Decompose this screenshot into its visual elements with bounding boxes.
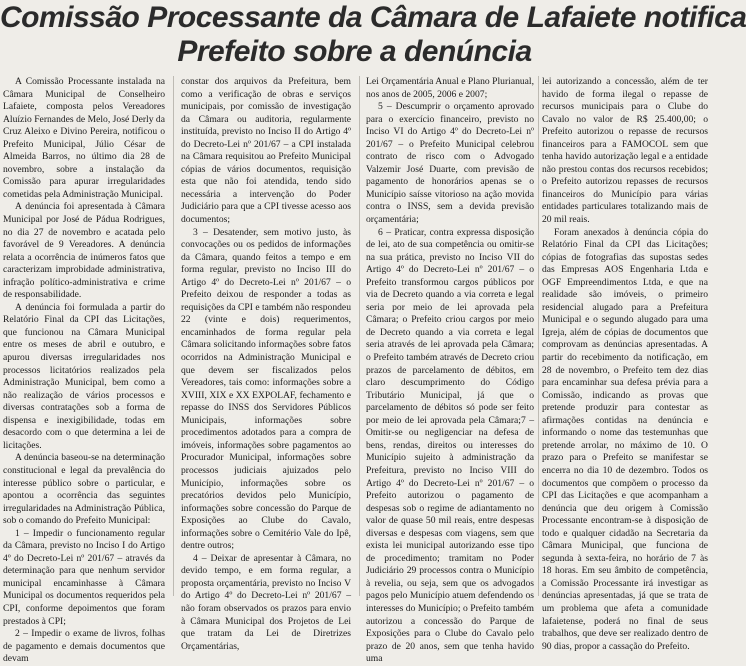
- paragraph: constar dos arquivos da Prefeitura, bem como a verificação de obras e serviços municipais, por comissão de investigação da Câmara ou auditoria, regularmente instituída, previsto no Inciso II do Artigo 4º do Decreto-Lei nº 201/67 – a CPI instalada na Câmara requisitou ao Prefeito Municipal cópias de vários documentos, requisição esta que não foi atendida, tendo sido necessária a intervenção do Poder Judiciário para que a CPI tivesse acesso aos documentos;: [181, 76, 351, 226]
- paragraph: 3 – Desatender, sem motivo justo, às convocações ou os pedidos de informações da Câmara, quando feitos a tempo e em forma regular, previsto no Inciso III do Artigo 4º do Decreto-Lei nº 201/67 – o Prefeito deixou de responder a todas as requisições da CPI e também não respondeu 22 (vinte e dois) requerimentos, encaminhados de forma regular pela Câmara solicitando informações sobre fatos ocorridos na Administração Municipal e que devem ser fiscalizados pelos Vereadores, tais como: informações sobre a XVIII, XIX e XX EXPOLAF, fechamento e repasse do INSS dos Servidores Públicos Municipais, informações sobre procedimentos adotados para a compra de imóveis, informações sobre pagamentos ao Procurador Municipal, informações sobre processos judiciais ajuizados pelo Município, informações sobre os precatórios devidos pelo Município, informações sobre concessão do Parque de Exposições ao Clube do Cavalo, informações sobre o Cemitério Vale do Ipê, dentre outros;: [181, 226, 351, 552]
- paragraph: 1 – Impedir o funcionamento regular da Câmara, previsto no Inciso I do Artigo 4º do Decreto-Lei nº 201/67 – através da determinação para que nenhum servidor municipal encaminhasse à Câmara Municipal os documentos requeridos pela CPI, conforme depoimentos que foram prestados à CPI;: [3, 527, 165, 627]
- paragraph: 4 – Deixar de apresentar à Câmara, no devido tempo, e em forma regular, a proposta orçamentária, previsto no Inciso V do Artigo 4º do Decreto-Lei nº 201/67 – não foram observados os prazos para envio à Câmara Municipal dos Projetos de Lei que tratam da Lei de Diretrizes Orçamentárias,: [181, 552, 351, 652]
- paragraph: A denúncia baseou-se na determinação constitucional e legal da prevalência do interesse público sobre o particular, e apontou a ocorrência das seguintes irregularidades na Administração Pública, sob o comando do Prefeito Municipal:: [3, 452, 165, 527]
- paragraph: A denúncia foi formulada a partir do Relatório Final da CPI das Licitações, que funcionou na Câmara Municipal entre os meses de abril e outubro, e apurou diversas irregularidades nos processos licitatórios realizados pela Administração Municipal, bem como a não realização de vários processos e diversas contratações sob a forma de dispensa e inexigibilidade, todas em desacordo com o que determina a lei de licitações.: [3, 301, 165, 451]
- paragraph: 2 – Impedir o exame de livros, folhas de pagamento e demais documentos que devam: [3, 628, 165, 665]
- headline: [0, 0, 746, 70]
- paragraph: A denúncia foi apresentada à Câmara Municipal por José de Pádua Rodrigues, no dia 27 de novembro e acatada pelo favorável de 9 Vereadores. A denúncia relata a ocorrência de inúmeros fatos que caracterizam improbidade administrativa, infração político-administrativa e crime de responsabilidade.: [3, 201, 165, 301]
- column-divider: [173, 76, 174, 596]
- article-column-3: [366, 76, 534, 665]
- headline-line-2: Prefeito sobre a denúncia: [177, 35, 532, 68]
- paragraph: 5 – Descumprir o orçamento aprovado para o exercício financeiro, previsto no Inciso VI do Artigo 4º do Decreto-Lei nº 201/67 – o Prefeito Municipal celebrou contrato de risco com o Advogado Valzemir José Duarte, com previsão de pagamento de honorários apenas se o Município saísse vitorioso na ação movida contra o INSS, sem a devida previsão orçamentária;: [366, 101, 534, 226]
- paragraph: Lei Orçamentária Anual e Plano Plurianual, nos anos de 2005, 2006 e 2007;: [366, 76, 534, 100]
- headline-line-1: Comissão Processante da Câmara de Lafaiete notifica: [0, 1, 746, 34]
- paragraph: 6 – Praticar, contra expressa disposição de lei, ato de sua competência ou omitir-se na sua prática, previsto no Inciso VII do Artigo 4º do Decreto-Lei nº 201/67 – o Prefeito transformou cargos públicos por via de Decreto quando a via correta e legal seria por meio de lei aprovada pela Câmara; o Prefeito criou cargos por meio de Decreto quando a via correta e legal seria através de lei aprovada pela Câmara; o Prefeito também através de Decreto criou prazos de parcelamento de débitos, em claro descumprimento do Código Tributário Municipal, já que o parcelamento de débitos só pode ser feito por meio de lei aprovada pela Câmara;7 – Omitir-se ou negligenciar na defesa de bens, rendas, direitos ou interesses do Município sujeito à administração da Prefeitura, previsto no Inciso VIII do Artigo 4º do Decreto-Lei nº 201/67 – o Prefeito autorizou o pagamento de despesas sob o regime de adiantamento no valor de quase 50 mil reais, entre despesas diversas e despesas com viagens, sem que exista lei municipal autorizando esse tipo de procedimento; tramitam no Poder Judiciário 29 processos contra o Município à revelia, ou seja, sem que os advogados pagos pelo Município atuem defendendo os interesses do Município; o Prefeito também autorizou a concessão do Parque de Exposições para o Clube do Cavalo pelo prazo de 20 anos, sem que tenha havido uma: [366, 226, 534, 665]
- article-column-2: [181, 76, 351, 652]
- paragraph: lei autorizando a concessão, além de ter havido de forma ilegal o repasse de recursos municipais para o Clube do Cavalo no valor de R$ 25.400,00; o Prefeito autorizou o repasse de recursos financeiros para a FAMOCOL sem que tenha havido autorização legal e a entidade não prestou contas dos recursos recebidos; o Prefeito autorizou repasses de recursos financeiros do Município para várias entidades particulares totalizando mais de 20 mil reais.: [542, 76, 708, 226]
- paragraph: Foram anexados à denúncia cópia do Relatório Final da CPI das Licitações; cópias de fotografias das supostas sedes das Empresas AOS Engenharia Ltda e OGF Empreendimentos Ltda, e que na realidade são imóveis, o primeiro residencial alugado para a Prefeitura Municipal e o segundo alugado para uma Igreja, além de cópias de documentos que comprovam as denúncias apresentadas. A partir do recebimento da notificação, em 28 de novembro, o Prefeito tem dez dias para encaminhar sua defesa prévia para a Comissão, indicando as provas que pretende produzir para contestar as afirmações contidas na denúncia e informando o nome das testemunhas que pretende arrolar, no máximo de 10. O prazo para o Prefeito se manifestar se encerra no dia 10 de dezembro. Todos os documentos que compõem o processo da CPI das Licitações e que acompanham a denúncia que deu origem à Comissão Processante encontram-se à disposição de todo e qualquer cidadão na Secretaria da Câmara Municipal, que funciona de segunda à sexta-feira, no horário de 7 às 18 horas. Em seu âmbito de competência, a Comissão Processante irá investigar as denúncias apresentadas, já que se trata de um problema que afeta a comunidade lafaietense, poderá no final de seus trabalhos, que deve ser realizado dentro de 90 dias, propor a cassação do Prefeito.: [542, 226, 708, 652]
- article-column-4: [542, 76, 708, 652]
- paragraph: A Comissão Processante instalada na Câmara Municipal de Conselheiro Lafaiete, composta pelos Vereadores Aluízio Fernandes de Melo, José Derly da Cruz Aleixo e Divino Pereira, notificou o Prefeito Municipal, Júlio César de Almeida Barros, no último dia 28 de novembro, sobre a instalação da Comissão para apurar irregularidades cometidas pela Administração Municipal.: [3, 76, 165, 200]
- article-column-1: [3, 76, 165, 665]
- column-divider: [359, 76, 360, 596]
- column-divider: [538, 76, 539, 596]
